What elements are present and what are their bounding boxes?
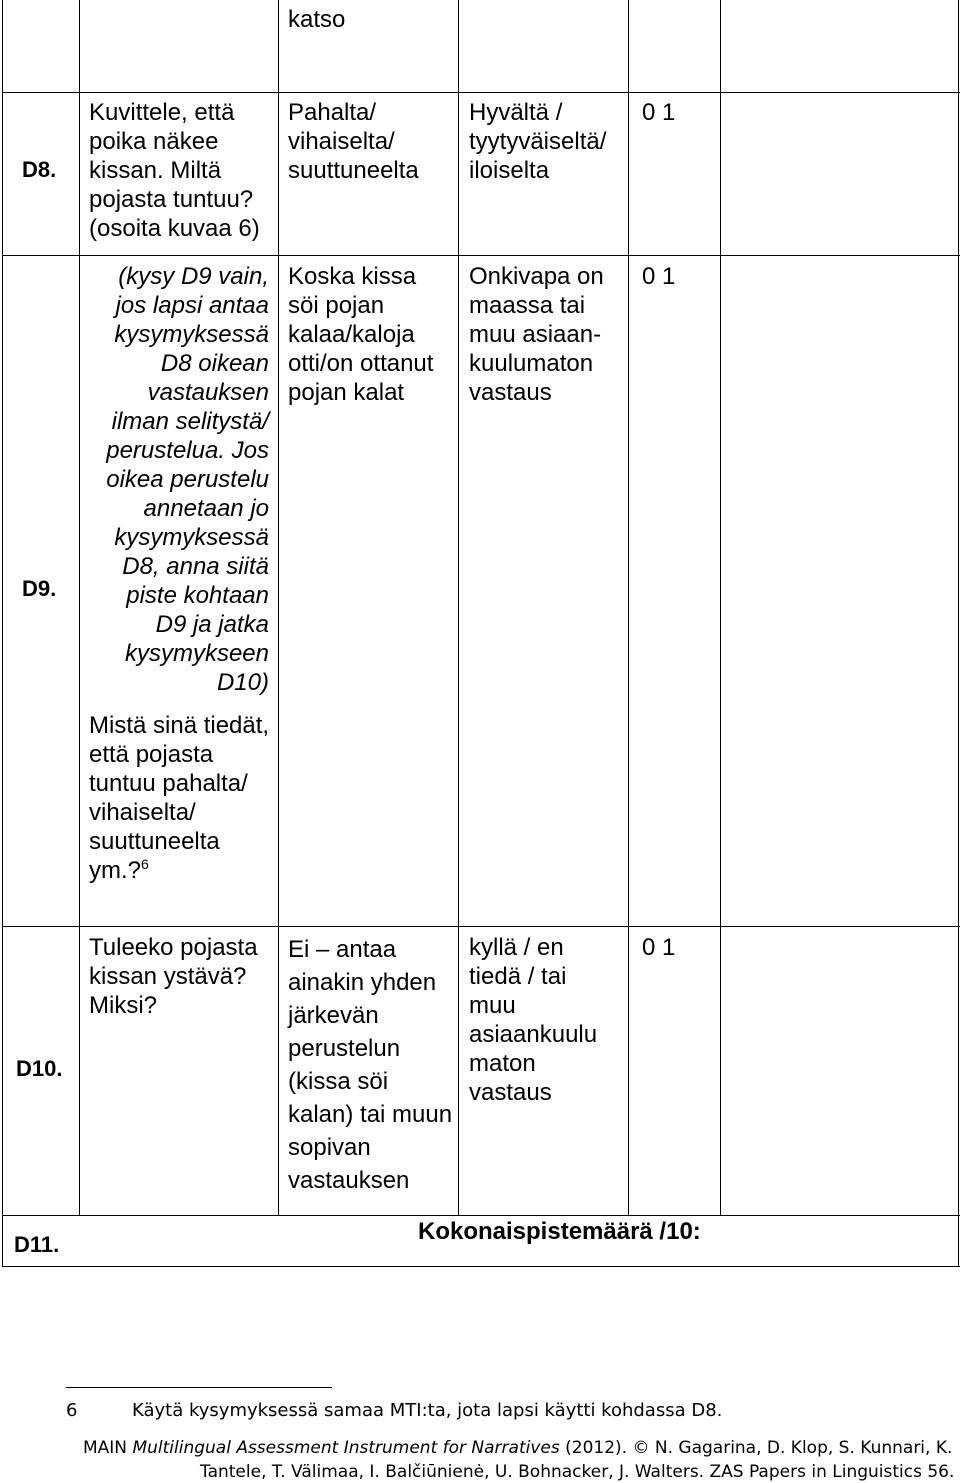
table-line	[2, 1215, 960, 1216]
correct-answer-d10: Ei – antaa ainakin yhden järkevän perustelun (kissa söi kalan) tai muun sopivan vastauksen	[288, 936, 453, 1194]
citation-title: Multilingual Assessment Instrument for Narratives	[132, 1438, 560, 1458]
total-score-label: Kokonaispistemäärä /10:	[418, 1218, 701, 1245]
row-code-d11: D11.	[14, 1232, 60, 1257]
row-code-d8: D8.	[22, 157, 57, 182]
table-line	[2, 92, 960, 93]
table-line	[458, 0, 459, 1216]
incorrect-answer-d10: kyllä / en tiedä / tai muu asiaankuulu maton vastaus	[469, 934, 598, 1106]
footnote-number: 6	[66, 1400, 78, 1421]
row-code-d10: D10.	[16, 1056, 63, 1081]
correct-answer-d8: Pahalta/ vihaiselta/ suuttuneelta	[288, 99, 419, 184]
question-d9	[89, 711, 275, 885]
katso-header: katso	[288, 6, 346, 33]
points-d10: 0 1	[642, 934, 676, 961]
footnote-separator	[66, 1387, 332, 1388]
citation-authors-1: N. Gagarina, D. Klop, S. Kunnari, K.	[654, 1438, 953, 1458]
footnote-ref: 6	[141, 856, 149, 872]
table-line	[278, 0, 279, 1216]
points-d8: 0 1	[642, 99, 676, 126]
question-d8: Kuvittele, että poika näkee kissan. Miltä pojasta tuntuu? (osoita kuvaa 6)	[89, 99, 260, 242]
citation-line-2: Tantele, T. Välimaa, I. Balčiūnienė, U. Bohnacker, J. Walters. ZAS Papers in Linguistics 56.	[200, 1462, 955, 1482]
instruction-d9: (kysy D9 vain, jos lapsi antaa kysymyksessä D8 oikean vastauksen ilman selitystä/ perustelua. Jos oikea perustelu annetaan jo kysymyksessä D8, anna siitä piste kohtaan D9 ja jatka kysymykseen D10)	[106, 263, 269, 696]
question-d10: Tuleeko pojasta kissan ystävä? Miksi?	[89, 934, 258, 1019]
points-d9: 0 1	[642, 263, 676, 290]
table-line	[2, 0, 3, 1267]
row-code-d9: D9.	[22, 576, 57, 601]
incorrect-answer-d8: Hyvältä / tyytyväiseltä/ iloiselta	[469, 99, 607, 184]
table-line	[2, 1266, 960, 1267]
table-line	[2, 255, 960, 256]
citation-line-1	[83, 1437, 952, 1459]
table-line	[628, 0, 629, 1216]
table-line	[958, 0, 959, 1267]
table-line	[2, 926, 960, 927]
question-d9-text: Mistä sinä tiedät, että pojasta tuntuu pahalta/ vihaiselta/ suuttuneelta ym.?	[89, 712, 270, 884]
incorrect-answer-d9: Onkivapa on maassa tai muu asiaan-kuulumaton vastaus	[469, 263, 604, 406]
table-line	[720, 0, 721, 1216]
correct-answer-d9: Koska kissa söi pojan kalaa/kaloja otti/on ottanut pojan kalat	[288, 263, 434, 406]
citation-prefix: MAIN	[83, 1438, 128, 1458]
table-line	[79, 0, 80, 1216]
copyright-icon: ©	[632, 1438, 650, 1458]
footnote-text: Käytä kysymyksessä samaa MTI:ta, jota lapsi käytti kohdassa D8.	[132, 1400, 723, 1421]
citation-year: (2012).	[565, 1438, 628, 1458]
